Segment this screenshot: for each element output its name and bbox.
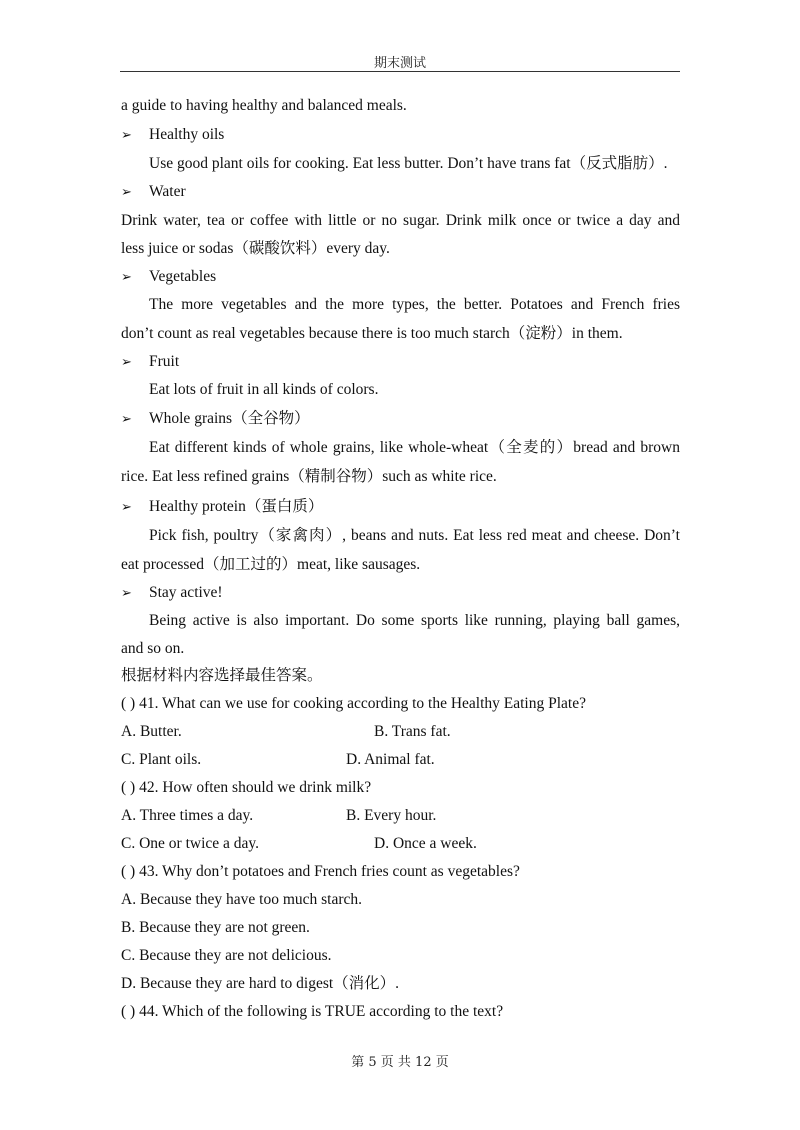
page-number: 第 5 页 共 12 页 (351, 1055, 449, 1070)
question-instruction: 根据材料内容选择最佳答案。 (121, 667, 323, 684)
page-header: 期末测试 (373, 56, 426, 71)
section-title-fruit: Fruit (149, 353, 180, 370)
section-title-active: Stay active! (149, 584, 223, 601)
question-43-stem: ( ) 43. Why don’t potatoes and French fries count as vegetables? (121, 863, 520, 880)
section-title-grains: Whole grains（全谷物） (149, 410, 310, 427)
section-text-vegetables-2: don’t count as real vegetables because there is too much starch（淀粉）in them. (121, 325, 623, 342)
passage-intro: a guide to having healthy and balanced meals. (121, 97, 407, 114)
section-title-water: Water (149, 183, 186, 200)
q42-option-d: D. Once a week. (374, 835, 477, 852)
bullet-icon: ➢ (121, 411, 132, 426)
question-41-stem: ( ) 41. What can we use for cooking according to the Healthy Eating Plate? (121, 695, 586, 712)
section-text-active-2: and so on. (121, 640, 185, 657)
section-text-water-1: Drink water, tea or coffee with little or no sugar. Drink milk once or twice a day and (121, 212, 680, 229)
section-text-active-1: Being active is also important. Do some sports like running, playing ball games, (149, 612, 680, 629)
bullet-icon: ➢ (121, 354, 132, 369)
q41-option-a: A. Butter. (121, 723, 182, 740)
q43-option-a: A. Because they have too much starch. (121, 891, 363, 908)
question-42-stem: ( ) 42. How often should we drink milk? (121, 779, 372, 796)
section-text-water-2: less juice or sodas（碳酸饮料）every day. (121, 240, 390, 257)
q42-option-b: B. Every hour. (346, 807, 437, 824)
header-divider (120, 71, 680, 72)
bullet-icon: ➢ (121, 127, 132, 142)
bullet-icon: ➢ (121, 184, 132, 199)
section-title-vegetables: Vegetables (149, 268, 217, 285)
section-text-protein-1: Pick fish, poultry（家禽肉）, beans and nuts. Eat less red meat and cheese. Don’t (149, 527, 680, 544)
q43-option-d: D. Because they are hard to digest（消化）. (121, 975, 400, 992)
section-title-protein: Healthy protein（蛋白质） (149, 498, 324, 515)
section-title-oils: Healthy oils (149, 126, 225, 143)
q43-option-b: B. Because they are not green. (121, 919, 310, 936)
section-text-protein-2: eat processed（加工过的）meat, like sausages. (121, 556, 421, 573)
question-44-stem: ( ) 44. Which of the following is TRUE according to the text? (121, 1003, 504, 1020)
q41-option-c: C. Plant oils. (121, 751, 202, 768)
q42-option-a: A. Three times a day. (121, 807, 254, 824)
section-text-vegetables-1: The more vegetables and the more types, the better. Potatoes and French fries (149, 296, 680, 313)
q41-option-b: B. Trans fat. (374, 723, 451, 740)
section-text-oils: Use good plant oils for cooking. Eat less butter. Don’t have trans fat（反式脂肪）. (149, 155, 668, 172)
bullet-icon: ➢ (121, 585, 132, 600)
bullet-icon: ➢ (121, 269, 132, 284)
bullet-icon: ➢ (121, 499, 132, 514)
section-text-grains-1: Eat different kinds of whole grains, like whole-wheat（全麦的）bread and brown (149, 439, 680, 456)
q41-option-d: D. Animal fat. (346, 751, 435, 768)
q42-option-c: C. One or twice a day. (121, 835, 260, 852)
section-text-fruit: Eat lots of fruit in all kinds of colors. (149, 381, 379, 398)
section-text-grains-2: rice. Eat less refined grains（精制谷物）such as white rice. (121, 468, 497, 485)
q43-option-c: C. Because they are not delicious. (121, 947, 332, 964)
